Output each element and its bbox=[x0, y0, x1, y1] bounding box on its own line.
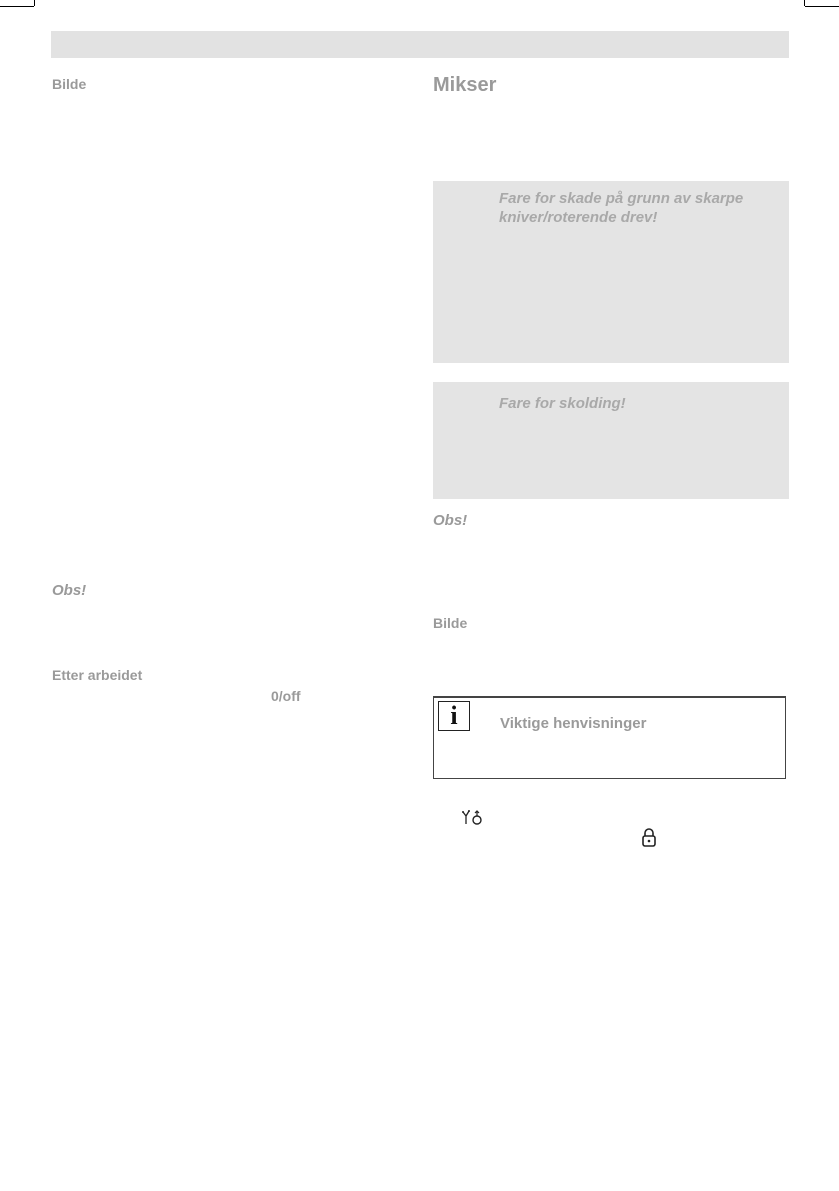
crop-mark-top-left-h bbox=[0, 6, 34, 7]
info-icon: i bbox=[438, 701, 470, 731]
important-notes-title: Viktige henvisninger bbox=[500, 715, 647, 732]
figure-label-right: Bilde bbox=[433, 615, 468, 631]
warning-box-sharp-blades bbox=[433, 181, 789, 363]
figure-label-left: Bilde bbox=[52, 76, 87, 92]
lock-open-icon bbox=[641, 827, 657, 847]
note-label-right: Obs! bbox=[433, 512, 468, 529]
after-work-heading: Etter arbeidet bbox=[52, 667, 143, 683]
header-bar bbox=[51, 31, 789, 58]
warning-sharp-line2: kniver/roterende drev! bbox=[499, 209, 658, 226]
crop-mark-top-right-h bbox=[805, 6, 839, 7]
mixer-mode-icon bbox=[460, 808, 486, 826]
note-label-left: Obs! bbox=[52, 582, 87, 599]
warning-scald-text: Fare for skolding! bbox=[499, 395, 626, 412]
crop-mark-top-left-v bbox=[34, 0, 35, 6]
warning-sharp-line1: Fare for skade på grunn av skarpe bbox=[499, 190, 744, 207]
warning-box-scalding bbox=[433, 382, 789, 499]
section-title: Mikser bbox=[433, 74, 497, 96]
important-notes-box bbox=[433, 696, 786, 779]
crop-mark-top-right-v bbox=[804, 0, 805, 6]
switch-position-text: 0/off bbox=[271, 688, 301, 704]
